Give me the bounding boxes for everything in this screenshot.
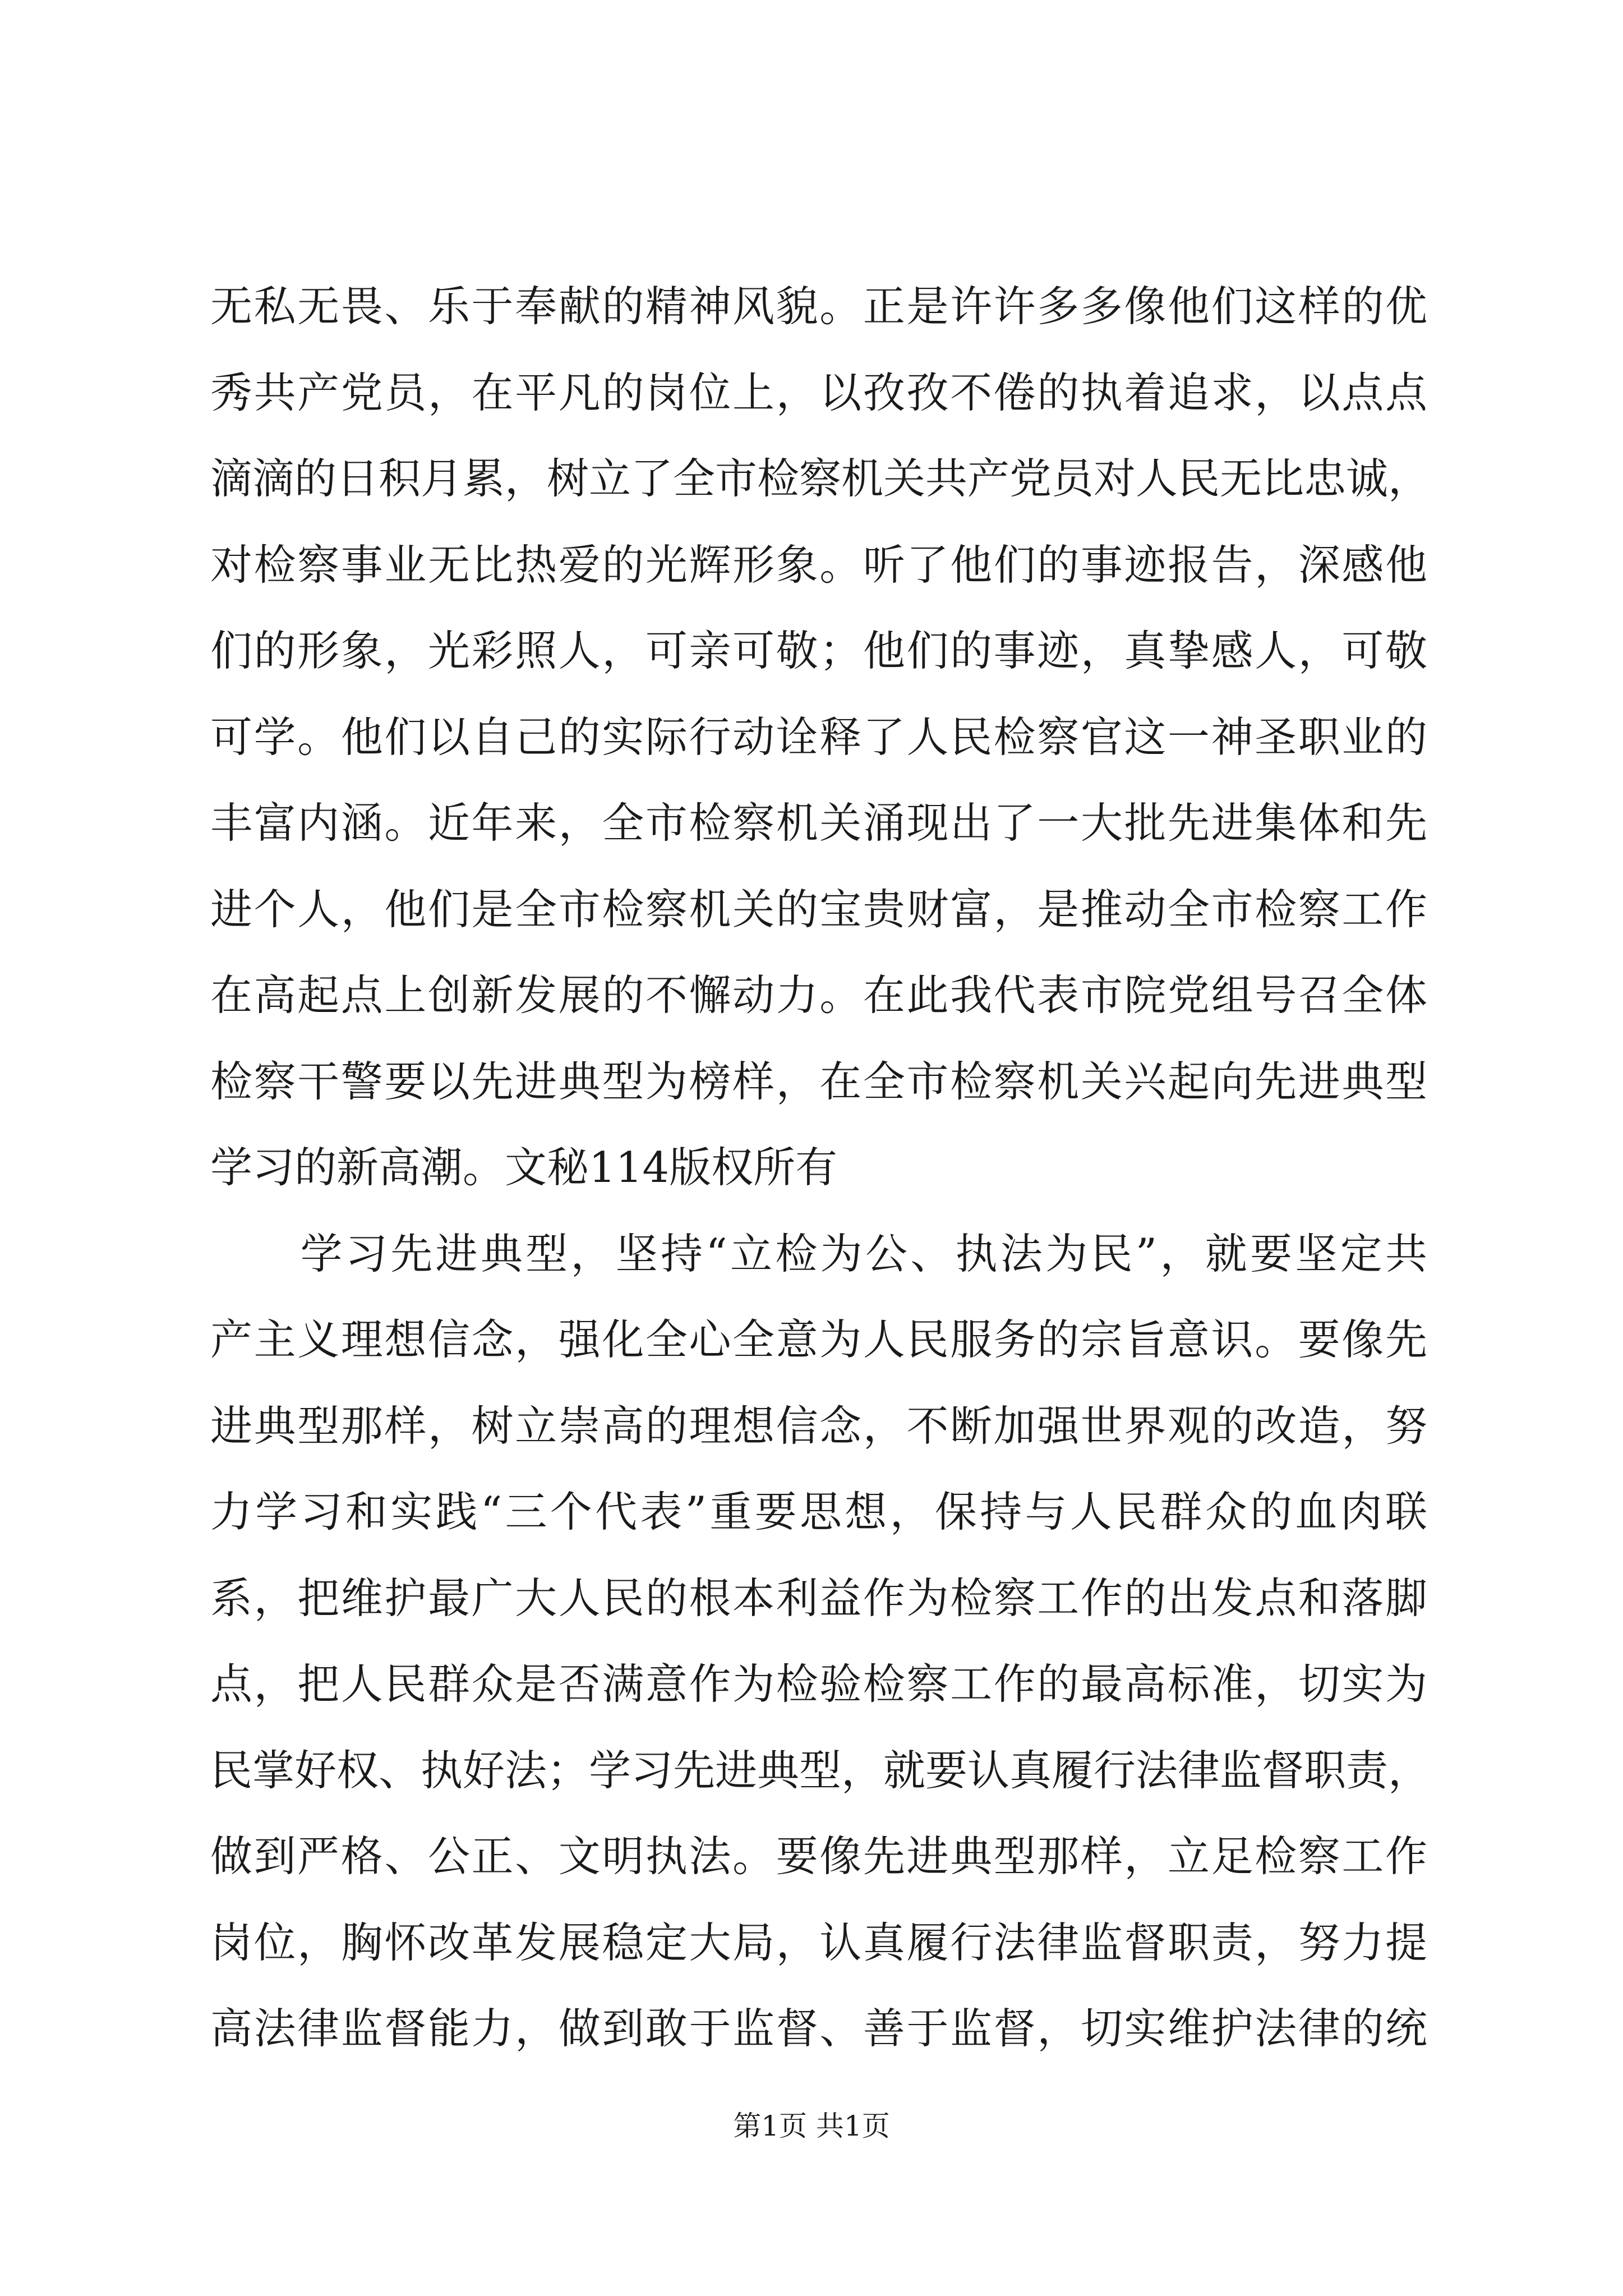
text-line: 检察干警要以先进典型为榜样，在全市检察机关兴起向先进典型: [210, 1056, 1427, 1106]
text-line: 可学。他们以自己的实际行动诠释了人民检察官这一神圣职业的: [210, 712, 1427, 762]
text-line: 产主义理想信念，强化全心全意为人民服务的宗旨意识。要像先: [210, 1315, 1427, 1364]
text-line: 丰富内涵。近年来，全市检察机关涌现出了一大批先进集体和先: [210, 798, 1427, 848]
text-line: 系，把维护最广大人民的根本利益作为检察工作的出发点和落脚: [210, 1573, 1427, 1623]
text-line: 力学习和实践“三个代表”重要思想，保持与人民群众的血肉联: [210, 1487, 1427, 1536]
text-line: 点，把人民群众是否满意作为检验检察工作的最高标准，切实为: [210, 1659, 1427, 1709]
text-line: 无私无畏、乐于奉献的精神风貌。正是许许多多像他们这样的优: [210, 282, 1427, 331]
text-line: 在高起点上创新发展的不懈动力。在此我代表市院党组号召全体: [210, 970, 1427, 1020]
text-line: 做到严格、公正、文明执法。要像先进典型那样，立足检察工作: [210, 1832, 1427, 1881]
text-line: 对检察事业无比热爱的光辉形象。听了他们的事迹报告，深感他: [210, 540, 1427, 590]
text-line: 学习先进典型，坚持“立检为公、执法为民”，就要坚定共: [210, 1228, 1427, 1278]
page-footer: [0, 2109, 1623, 2143]
document-body: [210, 264, 1431, 2072]
text-line: 民掌好权、执好法；学习先进典型，就要认真履行法律监督职责，: [210, 1745, 1431, 1795]
text-line: 进典型那样，树立崇高的理想信念，不断加强世界观的改造，努: [210, 1401, 1427, 1451]
text-line: 高法律监督能力，做到敢于监督、善于监督，切实维护法律的统: [210, 2004, 1427, 2053]
text-line: 学习的新高潮。文秘114版权所有: [210, 1143, 838, 1192]
page-number-label: 第1页 共1页: [733, 2110, 890, 2142]
text-line: 秀共产党员，在平凡的岗位上，以孜孜不倦的执着追求，以点点: [210, 367, 1427, 417]
text-line: 们的形象，光彩照人，可亲可敬；他们的事迹，真挚感人，可敬: [210, 626, 1427, 675]
text-line: 进个人，他们是全市检察机关的宝贵财富，是推动全市检察工作: [210, 884, 1427, 934]
text-line: 岗位，胸怀改革发展稳定大局，认真履行法律监督职责，努力提: [210, 1917, 1427, 1967]
text-line: 滴滴的日积月累，树立了全市检察机关共产党员对人民无比忠诚，: [210, 454, 1431, 503]
